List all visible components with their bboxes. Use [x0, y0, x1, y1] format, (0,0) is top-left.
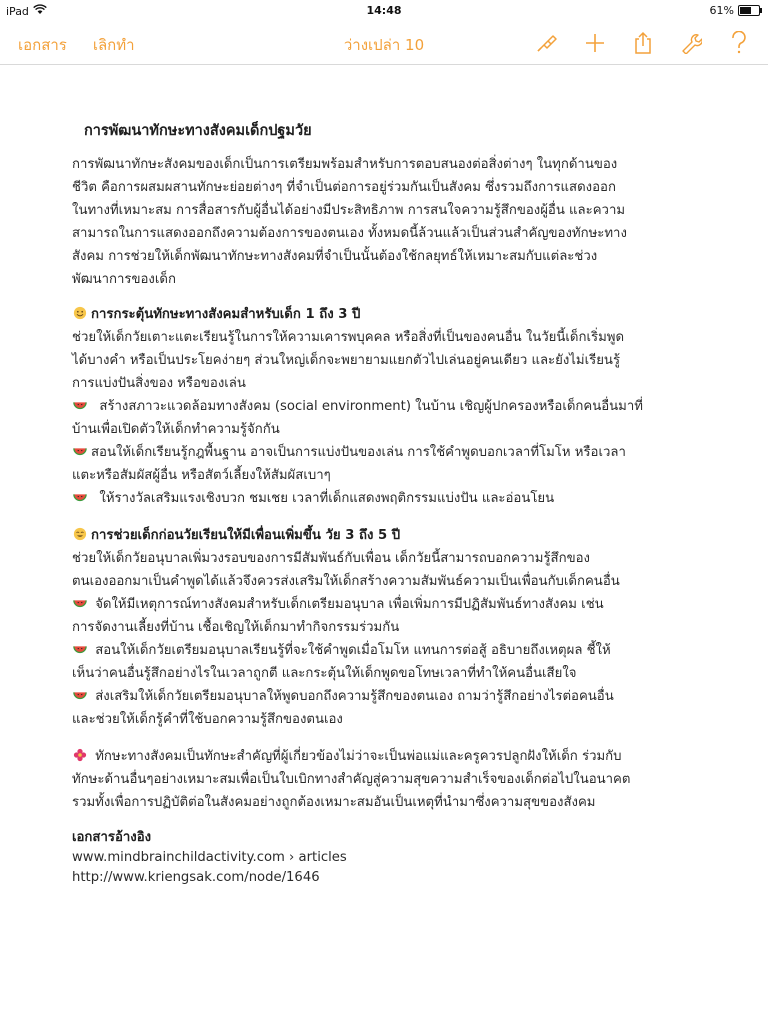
- bullet-text: สอนให้เด็กวัยเตรียมอนุบาลเรียนรู้ที่จะใช้คำพูดเมื่อโมโห แทนการต่อสู้ อธิบายถึงเหตุผล ชี้ให้: [95, 643, 611, 658]
- smiley-icon: [72, 306, 88, 320]
- bullet-continuation: และช่วยให้เด็กรู้คำที่ใช้บอกความรู้สึกของตนเอง: [72, 712, 343, 727]
- closing-paragraph: [72, 745, 712, 814]
- watermelon-icon: [72, 642, 88, 656]
- status-right: [710, 4, 760, 17]
- watermelon-icon: [72, 596, 88, 610]
- section-heading: [72, 524, 712, 547]
- intro-line: ชีวิต คือการผสมผสานทักษะย่อยต่างๆ ที่จำเป็นต่อการอยู่ร่วมกันเป็นสังคม ซึ่งรวมถึงการแสดงออก: [72, 180, 616, 195]
- watermelon-icon: [72, 490, 88, 504]
- watermelon-icon: [72, 444, 88, 458]
- clock: 14:48: [366, 4, 402, 17]
- document-body[interactable]: [72, 120, 712, 888]
- references-heading: เอกสารอ้างอิง: [72, 830, 152, 845]
- bullet-item: [72, 487, 712, 510]
- doc-title: การพัฒนาทักษะทางสังคมเด็กปฐมวัย: [84, 123, 312, 139]
- status-bar: [0, 0, 768, 22]
- smiley-icon: [72, 527, 88, 541]
- toolbar-right: [532, 28, 754, 58]
- section-preschool: [72, 524, 712, 731]
- bullet-text: สอนให้เด็กเรียนรู้กฎพื้นฐาน อาจเป็นการแบ่งปันของเล่น การใช้คำพูดบอกเวลาที่โมโห หรือเวลา: [91, 445, 626, 460]
- device-name: iPad: [6, 4, 29, 18]
- section-line: ช่วยให้เด็กวัยเตาะแตะเรียนรู้ในการให้ความเคารพบุคคล หรือสิ่งที่เป็นของคนอื่น ในวัยนี้เด็กเริ่มพูด: [72, 330, 625, 345]
- bullet-continuation: แตะหรือสัมผัสผู้อื่น หรือสัตว์เลี้ยงให้สัมผัสเบาๆ: [72, 468, 331, 483]
- bullet-item: [72, 441, 712, 464]
- section-line: การแบ่งปันสิ่งของ หรือของเล่น: [72, 376, 246, 391]
- closing-text: ทักษะทางสังคมเป็นทักษะสำคัญที่ผู้เกี่ยวข้องไม่ว่าจะเป็นพ่อแม่และครูควรปลูกฝังให้เด็ก ร่วมกับ: [95, 749, 622, 764]
- references: [72, 828, 712, 888]
- watermelon-icon: [72, 398, 88, 412]
- bullet-item: [72, 639, 712, 662]
- bullet-text: สร้างสภาวะแวดล้อมทางสังคม (social environment) ในบ้าน เชิญผู้ปกครองหรือเด็กคนอื่นมาที่: [99, 399, 643, 414]
- bullet-item: [72, 395, 712, 418]
- section-heading-text: การช่วยเด็กก่อนวัยเรียนให้มีเพื่อนเพิ่มขึ้น วัย 3 ถึง 5 ปี: [91, 528, 401, 543]
- bullet-continuation: การจัดงานเลี้ยงที่บ้าน เชื้อเชิญให้เด็กมาทำกิจกรรมร่วมกัน: [72, 620, 400, 635]
- closing-line: ทักษะด้านอื่นๆอย่างเหมาะสมเพื่อเป็นใบเบิกทางสำคัญสู่ความสุขความสำเร็จของเด็กต่อไปในอนาคต: [72, 772, 631, 787]
- bullet-item: [72, 593, 712, 616]
- battery-icon: [738, 5, 760, 16]
- paintbrush-icon[interactable]: [532, 28, 562, 58]
- section-toddler: [72, 303, 712, 510]
- share-icon[interactable]: [628, 28, 658, 58]
- intro-line: สังคม การช่วยให้เด็กพัฒนาทักษะทางสังคมที่จำเป็นนั้นต้องใช้กลยุทธ์ให้เหมาะสมกับแต่ละช่วง: [72, 249, 598, 264]
- document-title[interactable]: ว่างเปล่า 10: [343, 36, 425, 54]
- section-heading-text: การกระตุ้นทักษะทางสังคมสำหรับเด็ก 1 ถึง 3 ปี: [91, 307, 361, 322]
- intro-paragraph: [72, 153, 712, 291]
- closing-line: รวมทั้งเพื่อการปฏิบัติต่อในสังคมอย่างถูกต้องเหมาะสมอันเป็นเหตุที่นำมาซึ่งความสุขของสังคม: [72, 795, 596, 810]
- plus-icon[interactable]: [580, 28, 610, 58]
- section-heading: [72, 303, 712, 326]
- bullet-text: ให้รางวัลเสริมแรงเชิงบวก ชมเชย เวลาที่เด็กแสดงพฤติกรรมแบ่งปัน และอ่อนโยน: [99, 491, 555, 506]
- intro-line: สามารถในการแสดงออกถึงความต้องการของตนเอง ทั้งหมดนี้ล้วนแล้วเป็นส่วนสำคัญของทักษะทาง: [72, 226, 627, 241]
- closing-line: [72, 745, 712, 768]
- bullet-text: จัดให้มีเหตุการณ์ทางสังคมสำหรับเด็กเตรียมอนุบาล เพื่อเพิ่มการมีปฏิสัมพันธ์ทางสังคม เช่น: [95, 597, 604, 612]
- help-icon[interactable]: [724, 28, 754, 58]
- bullet-item: [72, 685, 712, 708]
- toolbar: [0, 22, 768, 65]
- intro-line: พัฒนาการของเด็ก: [72, 272, 176, 287]
- bullet-text: ส่งเสริมให้เด็กวัยเตรียมอนุบาลให้พูดบอกถึงความรู้สึกของตนเอง ถามว่ารู้สึกอย่างไรต่อคนอื่น: [95, 689, 614, 704]
- wrench-icon[interactable]: [676, 28, 706, 58]
- reference-link[interactable]: http://www.kriengsak.com/node/1646: [72, 870, 320, 885]
- bullet-continuation: บ้านเพื่อเปิดตัวให้เด็กทำความรู้จักกัน: [72, 422, 280, 437]
- undo-button[interactable]: เลิกทำ: [92, 36, 135, 54]
- reference-link[interactable]: www.mindbrainchildactivity.com › articles: [72, 850, 347, 865]
- section-line: ได้บางคำ หรือเป็นประโยคง่ายๆ ส่วนใหญ่เด็กจะพยายามแยกตัวไปเล่นอยู่คนเดียว และยังไม่เรียนรู้: [72, 353, 621, 368]
- battery-level: [740, 7, 751, 14]
- battery-percent: 61%: [709, 4, 734, 17]
- intro-line: ในทางที่เหมาะสม การสื่อสารกับผู้อื่นได้อย่างมีประสิทธิภาพ การสนใจความรู้สึกของผู้อื่น และความ: [72, 203, 626, 218]
- section-line: ตนเองออกมาเป็นคำพูดได้แล้วจึงควรส่งเสริมให้เด็กสร้างความสัมพันธ์ความเป็นเพื่อนกับเด็กคนอื่น: [72, 574, 620, 589]
- documents-button[interactable]: เอกสาร: [18, 36, 67, 54]
- watermelon-icon: [72, 688, 88, 702]
- intro-line: การพัฒนาทักษะสังคมของเด็กเป็นการเตรียมพร้อมสำหรับการตอบสนองต่อสิ่งต่างๆ ในทุกด้านของ: [72, 157, 618, 172]
- section-line: ช่วยให้เด็กวัยอนุบาลเพิ่มวงรอบของการมีสัมพันธ์กับเพื่อน เด็กวัยนี้สามารถบอกความรู้สึกของ: [72, 551, 590, 566]
- bullet-continuation: เห็นว่าคนอื่นรู้สึกอย่างไรในเวลาถูกตี และกระตุ้นให้เด็กพูดขอโทษเวลาที่ทำให้คนอื่นเสียใจ: [72, 666, 577, 681]
- flower-icon: [72, 748, 88, 762]
